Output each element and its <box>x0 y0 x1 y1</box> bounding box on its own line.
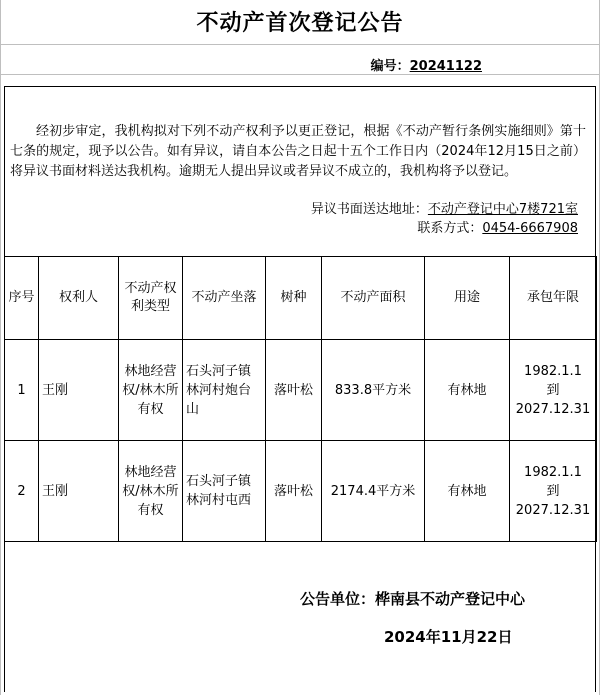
table-row <box>5 441 597 542</box>
header-right-type: 不动产权利类型 <box>119 257 183 340</box>
cell-tree-species: 落叶松 <box>266 441 322 542</box>
header-use: 用途 <box>425 257 510 340</box>
term-end: 2027.12.31 <box>515 502 591 518</box>
notice-number-value: 20241122 <box>409 59 482 74</box>
header-holder: 权利人 <box>39 257 119 340</box>
issue-date: 2024年11月22日 <box>384 628 513 646</box>
contact-block <box>311 200 578 238</box>
phone-label: 联系方式： <box>417 221 483 236</box>
term-to: 到 <box>546 382 560 398</box>
grid-line <box>0 0 1 695</box>
term-start: 1982.1.1 <box>524 363 582 379</box>
term-end: 2027.12.31 <box>515 401 591 417</box>
phone-line <box>311 219 578 238</box>
header-term: 承包年限 <box>510 257 597 340</box>
address-label: 异议书面送达地址： <box>310 202 428 217</box>
cell-location: 石头河子镇林河村屯西 <box>183 441 266 542</box>
address-line <box>311 200 578 219</box>
cell-tree-species: 落叶松 <box>266 340 322 441</box>
grid-line <box>0 44 600 45</box>
cell-term <box>510 441 597 542</box>
header-tree-species: 树种 <box>266 257 322 340</box>
term-to: 到 <box>546 483 560 499</box>
address-value: 不动产登记中心7楼721室 <box>427 202 578 217</box>
issuing-unit: 公告单位：桦南县不动产登记中心 <box>300 590 526 608</box>
cell-holder: 王刚 <box>39 441 119 542</box>
table-row <box>5 340 597 441</box>
header-area: 不动产面积 <box>322 257 425 340</box>
cell-right-type: 林地经营权/林木所有权 <box>119 340 183 441</box>
phone-value: 0454-6667908 <box>482 221 578 236</box>
grid-line <box>0 74 600 75</box>
notice-body: 经初步审定，我机构拟对下列不动产权利予以更正登记，根据《不动产暂行条例实施细则》第十七条的规定，现予以公告。如有异议，请自本公告之日起十五个工作日内（2024年12月15日之前）将异议书面材料送达我机构。逾期无人提出异议或者异议不成立的，我机构将予以登记。 <box>10 124 586 179</box>
page-title: 不动产首次登记公告 <box>196 10 404 36</box>
cell-term <box>510 340 597 441</box>
header-index: 序号 <box>5 257 39 340</box>
header-location: 不动产坐落 <box>183 257 266 340</box>
cell-use: 有林地 <box>425 340 510 441</box>
cell-location: 石头河子镇林河村炮台山 <box>183 340 266 441</box>
cell-index: 2 <box>5 441 39 542</box>
property-table <box>4 256 597 542</box>
notice-number-label: 编号： <box>370 59 410 74</box>
cell-index: 1 <box>5 340 39 441</box>
cell-area: 2174.4平方米 <box>322 441 425 542</box>
cell-use: 有林地 <box>425 441 510 542</box>
term-start: 1982.1.1 <box>524 464 582 480</box>
notice-number <box>371 55 482 74</box>
cell-area: 833.8平方米 <box>322 340 425 441</box>
cell-right-type: 林地经营权/林木所有权 <box>119 441 183 542</box>
frame-top <box>4 86 596 87</box>
cell-holder: 王刚 <box>39 340 119 441</box>
table-header-row <box>5 257 597 340</box>
